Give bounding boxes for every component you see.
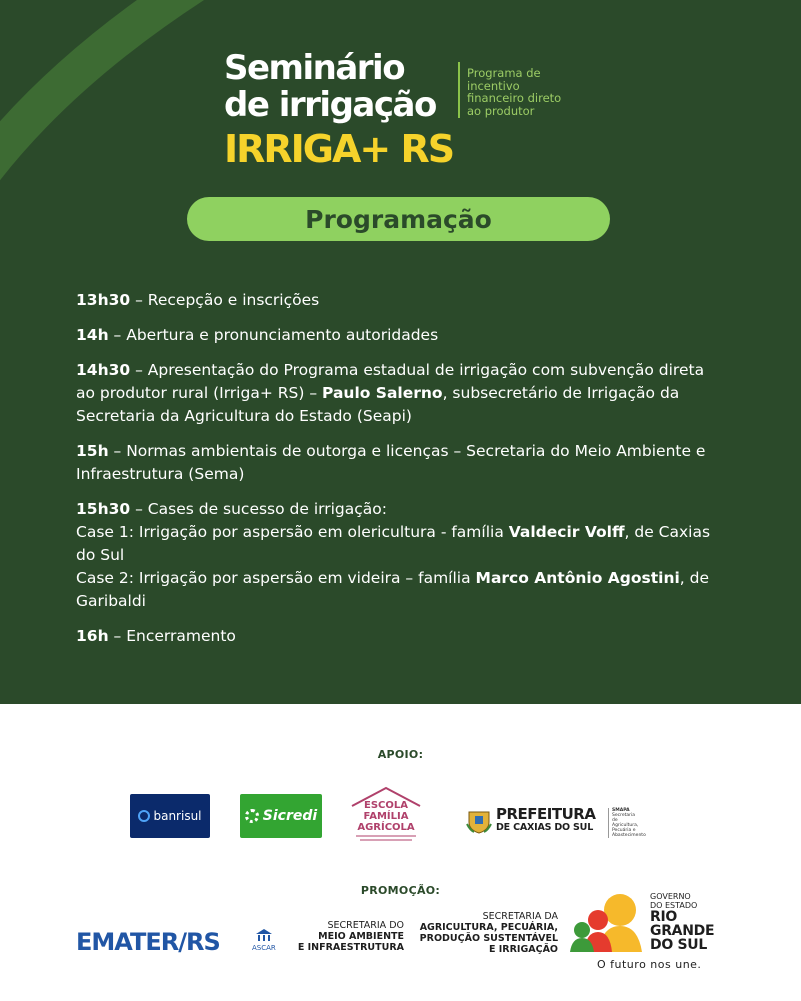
schedule-time: 16h	[76, 627, 109, 645]
schedule-item: 14h – Abertura e pronunciamento autoridades	[76, 326, 439, 344]
schedule-time: 15h30	[76, 500, 131, 518]
schedule-time: 14h	[76, 326, 109, 344]
prefeitura-title: PREFEITURA	[496, 805, 596, 823]
event-title	[224, 50, 436, 124]
sicredi-icon	[245, 809, 259, 823]
governo-rs-logo: GOVERNO DO ESTADO RIO GRANDE DO SUL	[650, 892, 715, 953]
schedule-item: 15h – Normas ambientais de outorga e licenças – Secretaria do Meio Ambiente e Infraestrutura (Sema)	[76, 442, 706, 483]
program-tagline: Programa de incentivo financeiro direto ao produtor	[467, 66, 562, 118]
schedule-item: 16h – Encerramento	[76, 627, 236, 645]
speaker-name: Paulo Salerno	[322, 384, 443, 402]
schedule-item: 13h30 – Recepção e inscrições	[76, 291, 320, 309]
prefeitura-caxias-logo	[466, 805, 646, 838]
schedule-list	[76, 289, 726, 660]
schedule-time: 15h	[76, 442, 109, 460]
decorative-arc	[0, 0, 240, 200]
smapa-label: SMAPA Secretaria de Agricultura, Pecuária e Abastecimento	[608, 808, 638, 838]
banrisul-icon	[138, 810, 150, 822]
event-title-line2: de irrigação	[224, 85, 436, 125]
emater-logo: EMATER/RS	[76, 928, 220, 956]
sicredi-logo: Sicredi	[240, 794, 322, 838]
svg-text:AGRÍCOLA: AGRÍCOLA	[357, 822, 415, 833]
prefeitura-subtitle: DE CAXIAS DO SUL	[496, 822, 594, 833]
ascar-building-icon	[255, 928, 273, 942]
schedule-item: 15h30 – Cases de sucesso de irrigação: Case 1: Irrigação por aspersão em olericultura - família Valdecir Volff, de Caxias do Sul Case 2: Irrigação por aspersão em videira – família Marco Antônio Agostini, de Garibaldi	[76, 498, 726, 613]
apoio-label: APOIO:	[377, 748, 424, 761]
schedule-time: 13h30	[76, 291, 131, 309]
escola-familia-agricola-logo	[348, 786, 424, 844]
governo-slogan: O futuro nos une.	[597, 958, 702, 971]
case-1: Case 1: Irrigação por aspersão em olericultura - família Valdecir Volff, de Caxias do Sul	[76, 523, 711, 564]
schedule-time: 14h30	[76, 361, 131, 379]
svg-text:FAMÍLIA: FAMÍLIA	[363, 811, 409, 822]
case-2: Case 2: Irrigação por aspersão em videira – família Marco Antônio Agostini, de Garibaldi	[76, 569, 710, 610]
sema-logo: SECRETARIA DO MEIO AMBIENTE E INFRAESTRUTURA	[297, 920, 404, 953]
event-title-line1: Seminário	[224, 48, 405, 88]
seapi-logo: SECRETARIA DA AGRICULTURA, PECUÁRIA, PRODUÇÃO SUSTENTÁVEL E IRRIGAÇÃO	[419, 911, 558, 955]
ascar-logo: ASCAR	[252, 928, 276, 952]
governo-rs-figures-icon	[568, 892, 648, 954]
svg-text:ESCOLA: ESCOLA	[364, 800, 408, 811]
program-brand: IRRIGA+ RS	[224, 127, 454, 171]
banrisul-logo: banrisul	[130, 794, 210, 838]
title-divider	[458, 62, 460, 118]
promocao-label: PROMOÇÃO:	[360, 884, 441, 897]
section-title-pill: Programação	[187, 197, 610, 241]
caxias-crest-icon	[466, 808, 492, 834]
schedule-item: 14h30 – Apresentação do Programa estadual de irrigação com subvenção direta ao produtor rural (Irriga+ RS) – Paulo Salerno, subsecretário de Irrigação da Secretaria da Agricultura do Estado (Seapi)	[76, 361, 705, 425]
